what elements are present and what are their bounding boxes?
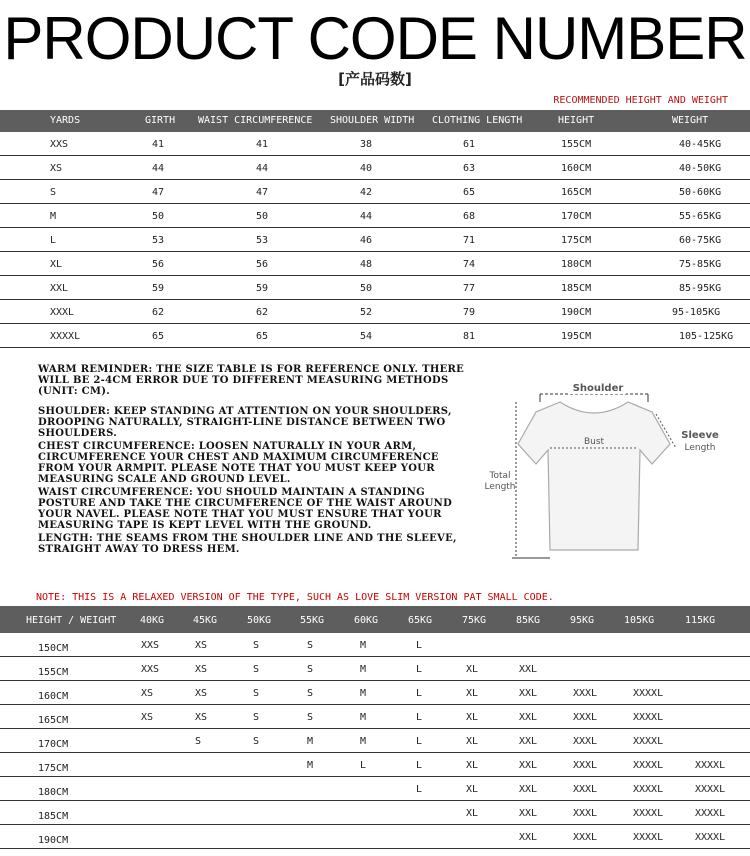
weight-unit: KG (709, 139, 722, 150)
fit-table-row (0, 657, 750, 681)
length-note: LENGTH: THE SEAMS FROM THE SHOULDER LINE AND THE SLEEVE, STRAIGHT AWAY TO DRESS HEM. (38, 533, 457, 555)
cell-length: 68 (463, 211, 476, 222)
diagram-total-label: Total (489, 471, 511, 481)
cell-size: S (307, 688, 314, 699)
cell-size: S (253, 712, 260, 723)
cell-size: S (307, 712, 314, 723)
cell-size: XL (466, 664, 479, 675)
cell-shoulder: 44 (360, 211, 373, 222)
diagram-sleeve-label: Sleeve (681, 430, 719, 441)
fit-table-row (0, 753, 750, 777)
cell-weight (679, 187, 721, 198)
cell-size: S (253, 664, 260, 675)
cell-girth: 50 (152, 211, 165, 222)
header-weight: WEIGHT (672, 115, 709, 126)
size-table-row (0, 156, 750, 180)
fit-table-row (0, 825, 750, 849)
cell-size: XXXXL (695, 760, 726, 771)
cell-size: M (360, 736, 367, 747)
cell-waist: 50 (256, 211, 269, 222)
diagram-total-length-label: Length (484, 482, 516, 492)
weight-range: 50-60 (679, 187, 710, 198)
cell-size: XXL (519, 664, 538, 675)
header-weight-col: 95KG (570, 615, 595, 626)
cell-size: XS (195, 712, 208, 723)
cell-height: 175CM (561, 235, 592, 246)
header-waist: WAIST CIRCUMFERENCE (198, 115, 313, 126)
cell-height: 185CM (38, 811, 69, 822)
size-table-header (0, 110, 750, 132)
cell-size: XXXXL (695, 832, 726, 843)
cell-size: S (307, 664, 314, 675)
cell-height: 150CM (38, 643, 69, 654)
cell-size: XL (466, 736, 479, 747)
weight-range: 105-125 (679, 331, 722, 342)
cell-yard: XL (50, 259, 63, 270)
header-weight-col: 105KG (624, 615, 655, 626)
cell-waist: 47 (256, 187, 269, 198)
cell-size: XXL (519, 808, 538, 819)
cell-size: XXXXL (633, 736, 664, 747)
cell-size: XL (466, 760, 479, 771)
cell-yard: L (50, 235, 57, 246)
cell-height: 160CM (38, 691, 69, 702)
cell-size: XS (141, 688, 154, 699)
cell-weight (679, 259, 721, 270)
weight-unit: KG (709, 187, 722, 198)
cell-height: 175CM (38, 763, 69, 774)
cell-size: XXXL (573, 688, 598, 699)
cell-size: XXL (519, 832, 538, 843)
cell-size: L (416, 688, 423, 699)
cell-girth: 47 (152, 187, 165, 198)
weight-range: 75-85 (679, 259, 710, 270)
cell-size: S (253, 736, 260, 747)
cell-height: 155CM (561, 139, 592, 150)
diagram-bust-label: Bust (583, 437, 605, 447)
size-table-row (0, 324, 750, 348)
cell-size: M (307, 760, 314, 771)
cell-size: XXL (519, 712, 538, 723)
cell-yard: M (50, 211, 57, 222)
cell-height: 165CM (38, 715, 69, 726)
header-shoulder: SHOULDER WIDTH (330, 115, 415, 126)
cell-size: XXXL (573, 832, 598, 843)
size-table-body (0, 132, 750, 348)
cell-size: M (360, 664, 367, 675)
header-length: CLOTHING LENGTH (432, 115, 523, 126)
size-table-row (0, 180, 750, 204)
cell-weight (679, 283, 721, 294)
cell-length: 74 (463, 259, 476, 270)
fit-table-header (0, 606, 750, 633)
size-table-row (0, 132, 750, 156)
header-girth: GIRTH (145, 115, 176, 126)
cell-size: XXXXL (633, 832, 664, 843)
size-table-row (0, 228, 750, 252)
cell-yard: XXS (50, 139, 69, 150)
cell-size: XL (466, 808, 479, 819)
cell-waist: 56 (256, 259, 269, 270)
weight-range: 85-95 (679, 283, 710, 294)
cell-shoulder: 42 (360, 187, 373, 198)
header-weight-col: 115KG (685, 615, 716, 626)
measurement-notes (38, 364, 468, 557)
cell-weight (679, 139, 721, 150)
cell-weight (679, 235, 721, 246)
cell-shoulder: 40 (360, 163, 373, 174)
shoulder-note: SHOULDER: KEEP STANDING AT ATTENTION ON YOUR SHOULDERS, DROOPING NATURALLY, STRAIGHT-LINE DISTANCE BETWEEN TWO SHOULDERS. (38, 406, 452, 439)
cell-size: XXS (141, 664, 160, 675)
cell-size: L (416, 760, 423, 771)
cell-height: 180CM (38, 787, 69, 798)
cell-size: XXXXL (633, 712, 664, 723)
waist-note: WAIST CIRCUMFERENCE: YOU SHOULD MAINTAIN A STANDING POSTURE AND TAKE THE CIRCUMFERENCE OF THE WAIST AROUND YOUR NAVEL. PLEASE NOTE THAT YOU MUST ENSURE THAT YOUR MEASURING TAPE IS KEPT LEVEL WITH THE GROUND. (38, 487, 453, 531)
fit-table-body (0, 633, 750, 849)
cell-length: 61 (463, 139, 476, 150)
cell-size: XL (466, 712, 479, 723)
cell-yard: XXXL (50, 307, 75, 318)
header-weight-col: 55KG (300, 615, 325, 626)
cell-size: M (307, 736, 314, 747)
header-height: HEIGHT (558, 115, 595, 126)
cell-waist: 59 (256, 283, 269, 294)
cell-girth: 62 (152, 307, 165, 318)
cell-shoulder: 52 (360, 307, 373, 318)
cell-size: XXXXL (633, 784, 664, 795)
cell-size: L (416, 664, 423, 675)
cell-girth: 44 (152, 163, 165, 174)
size-table-row (0, 204, 750, 228)
tshirt-measurement-diagram (478, 372, 728, 582)
cell-shoulder: 54 (360, 331, 373, 342)
fit-table-row (0, 705, 750, 729)
cell-size: L (416, 640, 423, 651)
cell-size: XS (195, 688, 208, 699)
weight-unit: KG (708, 307, 721, 318)
cell-size: XXXXL (695, 784, 726, 795)
cell-yard: XXL (50, 283, 69, 294)
cell-size: XXXL (573, 736, 598, 747)
header-weight-col: 65KG (408, 615, 433, 626)
cell-size: XXXL (573, 712, 598, 723)
weight-range: 40-45 (679, 139, 710, 150)
cell-weight (672, 307, 720, 318)
fit-table-row (0, 681, 750, 705)
cell-size: XS (195, 640, 208, 651)
cell-size: XS (141, 712, 154, 723)
cell-height: 155CM (38, 667, 69, 678)
cell-height: 160CM (561, 163, 592, 174)
cell-girth: 56 (152, 259, 165, 270)
cell-size: XXXL (573, 808, 598, 819)
cell-size: L (416, 736, 423, 747)
cell-size: XXS (141, 640, 160, 651)
cell-size: L (416, 712, 423, 723)
chest-note: CHEST CIRCUMFERENCE: LOOSEN NATURALLY IN YOUR ARM, CIRCUMFERENCE YOUR CHEST AND MAXIMUM CIRCUMFERENCE FROM YOUR ARMPIT. PLEASE NOTE THAT YOU MUST KEEP YOUR MEASURING SCALE AND GROUND LEVEL. (38, 441, 439, 485)
header-weight-col: 45KG (193, 615, 218, 626)
cell-size: XXL (519, 688, 538, 699)
size-table-row (0, 252, 750, 276)
header-weight-col: 60KG (354, 615, 379, 626)
weight-unit: KG (721, 331, 734, 342)
cell-girth: 53 (152, 235, 165, 246)
cell-yard: XS (50, 163, 63, 174)
cell-length: 71 (463, 235, 476, 246)
cell-size: L (416, 784, 423, 795)
cell-size: XXXXL (633, 760, 664, 771)
size-table-row (0, 300, 750, 324)
diagram-shoulder-label: Shoulder (572, 383, 624, 394)
weight-range: 60-75 (679, 235, 710, 246)
cell-shoulder: 48 (360, 259, 373, 270)
cell-height: 170CM (561, 211, 592, 222)
cell-waist: 65 (256, 331, 269, 342)
weight-range: 40-50 (679, 163, 710, 174)
cell-size: S (253, 640, 260, 651)
cell-shoulder: 38 (360, 139, 373, 150)
cell-length: 77 (463, 283, 476, 294)
cell-size: XL (466, 688, 479, 699)
cell-size: XL (466, 784, 479, 795)
cell-waist: 62 (256, 307, 269, 318)
recommended-label: RECOMMENDED HEIGHT AND WEIGHT (553, 95, 728, 106)
page-subtitle: [产品码数] (338, 70, 412, 88)
cell-size: L (360, 760, 367, 771)
cell-height: 170CM (38, 739, 69, 750)
cell-size: M (360, 712, 367, 723)
cell-height: 180CM (561, 259, 592, 270)
cell-size: XS (195, 664, 208, 675)
cell-weight (679, 331, 733, 342)
cell-size: M (360, 688, 367, 699)
warm-reminder: WARM REMINDER: THE SIZE TABLE IS FOR REFERENCE ONLY. THERE WILL BE 2-4CM ERROR DUE TO DIFFERENT MEASURING METHODS (UNIT: CM). (38, 364, 465, 397)
cell-height: 195CM (561, 331, 592, 342)
cell-height: 165CM (561, 187, 592, 198)
header-weight-col: 40KG (140, 615, 165, 626)
cell-waist: 41 (256, 139, 269, 150)
header-height-weight: HEIGHT / WEIGHT (26, 615, 117, 626)
header-weight-col: 75KG (462, 615, 487, 626)
cell-waist: 44 (256, 163, 269, 174)
weight-unit: KG (709, 211, 722, 222)
cell-yard: XXXXL (50, 331, 81, 342)
header-weight-col: 85KG (516, 615, 541, 626)
cell-waist: 53 (256, 235, 269, 246)
cell-weight (679, 163, 721, 174)
cell-size: XXXL (573, 784, 598, 795)
cell-yard: S (50, 187, 57, 198)
weight-unit: KG (709, 283, 722, 294)
weight-unit: KG (709, 163, 722, 174)
diagram-sleeve-length-label: Length (684, 443, 716, 453)
cell-size: XXL (519, 784, 538, 795)
fit-table-row (0, 777, 750, 801)
cell-height: 185CM (561, 283, 592, 294)
cell-length: 63 (463, 163, 476, 174)
cell-girth: 65 (152, 331, 165, 342)
weight-unit: KG (709, 235, 722, 246)
weight-range: 95-105 (672, 307, 709, 318)
cell-size: S (195, 736, 202, 747)
cell-weight (679, 211, 721, 222)
cell-height: 190CM (561, 307, 592, 318)
fit-table-row (0, 729, 750, 753)
relaxed-version-note: NOTE: THIS IS A RELAXED VERSION OF THE TYPE, SUCH AS LOVE SLIM VERSION PAT SMALL CODE. (36, 592, 554, 603)
weight-range: 55-65 (679, 211, 710, 222)
fit-table-row (0, 801, 750, 825)
header-weight-col: 50KG (247, 615, 272, 626)
cell-height: 190CM (38, 835, 69, 846)
cell-shoulder: 50 (360, 283, 373, 294)
cell-size: XXXXL (695, 808, 726, 819)
cell-size: XXXXL (633, 688, 664, 699)
fit-table-row (0, 633, 750, 657)
page-title: PRODUCT CODE NUMBER (3, 5, 747, 72)
cell-length: 79 (463, 307, 476, 318)
cell-length: 81 (463, 331, 476, 342)
size-table-row (0, 276, 750, 300)
cell-size: XXXXL (633, 808, 664, 819)
cell-size: M (360, 640, 367, 651)
cell-size: XXL (519, 760, 538, 771)
cell-size: S (253, 688, 260, 699)
cell-size: XXXL (573, 760, 598, 771)
weight-unit: KG (709, 259, 722, 270)
cell-girth: 59 (152, 283, 165, 294)
header-yards: YARDS (50, 115, 81, 126)
cell-shoulder: 46 (360, 235, 373, 246)
cell-girth: 41 (152, 139, 165, 150)
tshirt-shape (518, 402, 670, 550)
cell-size: XXL (519, 736, 538, 747)
cell-size: S (307, 640, 314, 651)
cell-length: 65 (463, 187, 476, 198)
